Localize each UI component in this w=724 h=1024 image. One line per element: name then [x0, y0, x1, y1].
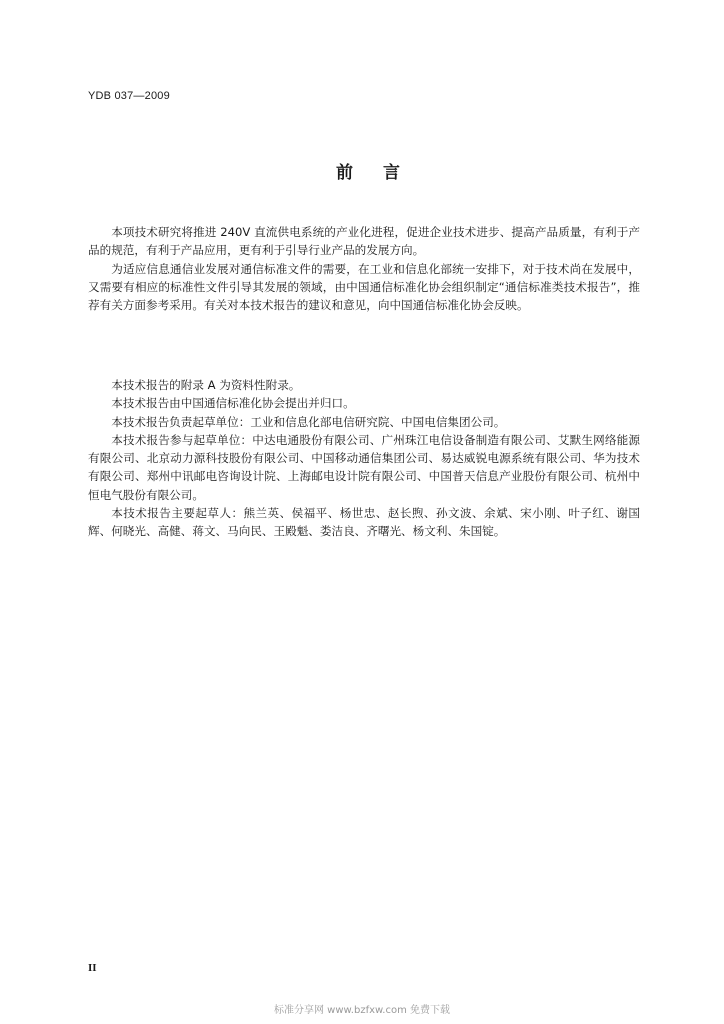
page-number: II: [88, 962, 97, 974]
foreword-paragraph: 本技术报告由中国通信标准化协会提出并归口。: [111, 396, 355, 411]
foreword-paragraph: 本项技术研究将推进 240V 直流供电系统的产业化进程，促进企业技术进步、提高产品质量，有利于产品的规范，有利于产品应用，更有利于引导行业产品的发展方向。: [88, 225, 640, 258]
foreword-paragraph: 本技术报告参与起草单位：中达电通股份有限公司、广州珠江电信设备制造有限公司、艾默生网络能源有限公司、北京动力源科技股份有限公司、中国移动通信集团公司、易达威锐电源系统有限公司、华为技术有限公司、郑州中讯邮电咨询设计院、上海邮电设计院有限公司、中国普天信息产业股份有限公司、杭州中恒电气股份有限公司。: [88, 432, 640, 502]
page-title: 前 言: [336, 163, 412, 183]
foreword-section-2: [88, 376, 640, 541]
standard-code: YDB 037—2009: [88, 90, 170, 102]
foreword-paragraph: 本技术报告负责起草单位：工业和信息化部电信研究院、中国电信集团公司。: [111, 414, 506, 429]
foreword-paragraph: 本技术报告主要起草人：熊兰英、侯福平、杨世忠、赵长煦、孙文波、余斌、宋小刚、叶子红、谢国辉、何晓光、高健、蒋文、马向民、王殿魁、娄洁良、齐曙光、杨文利、朱国锭。: [88, 506, 640, 539]
foreword-paragraph: 为适应信息通信业发展对通信标准文件的需要，在工业和信息化部统一安排下，对于技术尚在发展中，又需要有相应的标准性文件引导其发展的领域，由中国通信标准化协会组织制定“通信标准类技术报告”，推荐有关方面参考采用。有关对本技术报告的建议和意见，向中国通信标准化协会反映。: [88, 261, 640, 313]
foreword-paragraph: 本技术报告的附录 A 为资料性附录。: [111, 378, 301, 392]
foreword-section-1: [88, 223, 640, 314]
watermark-text: 标准分享网 www.bzfxw.com 免费下载: [274, 1005, 450, 1016]
